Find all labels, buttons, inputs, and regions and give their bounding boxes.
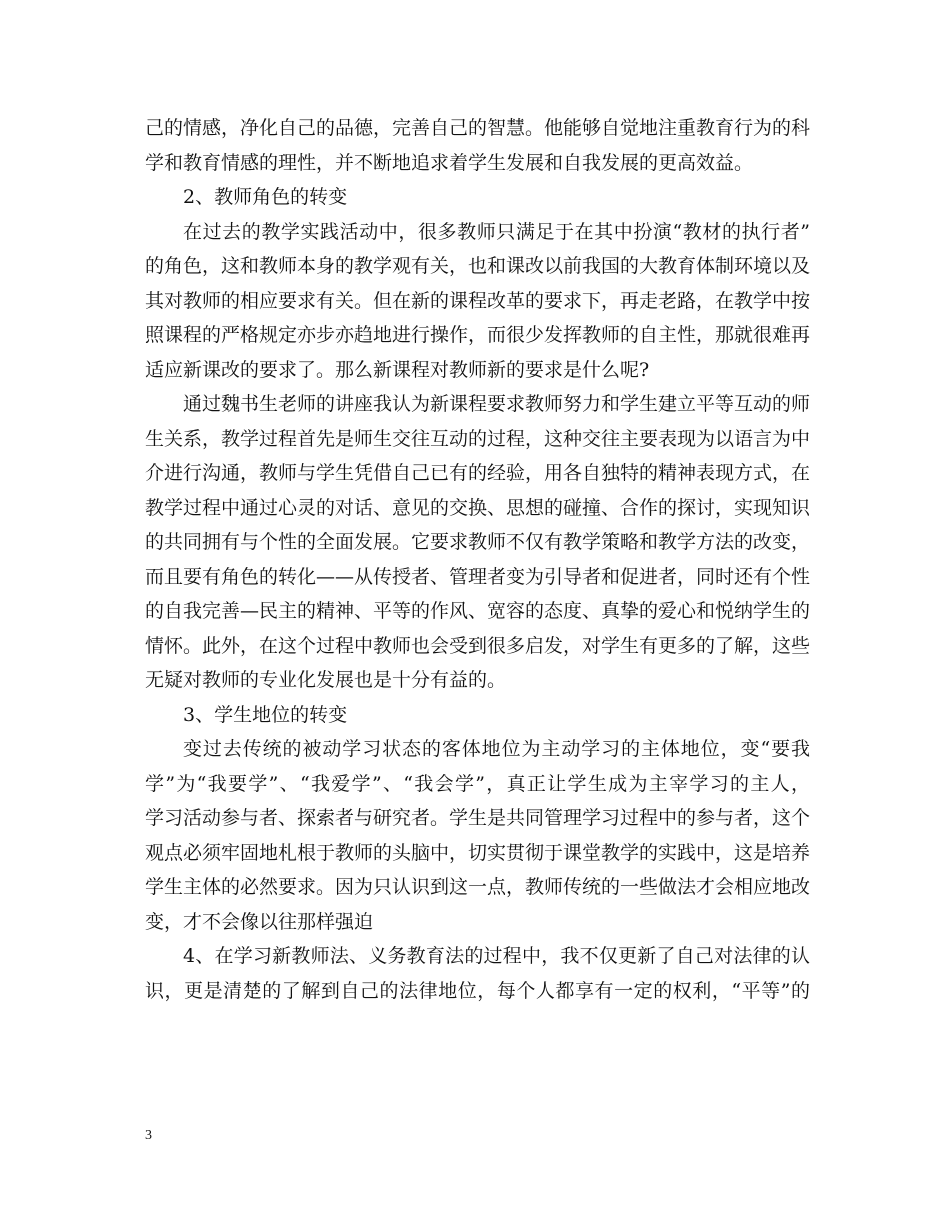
text-line: 识，更是清楚的了解到自己的法律地位，每个人都享有一定的权利，“平等”的 — [145, 979, 810, 1002]
text-line: 学和教育情感的理性，并不断地追求着学生发展和自我发展的更高效益。 — [145, 151, 754, 174]
text-line: 生关系，教学过程首先是师生交往互动的过程，这种交往主要表现为以语言为中 — [145, 427, 811, 450]
text-line: 情怀。此外，在这个过程中教师也会受到很多启发，对学生有更多的了解，这些 — [145, 634, 811, 657]
page-number: 3 — [145, 1128, 152, 1143]
text-line: 教学过程中通过心灵的对话、意见的交换、思想的碰撞、合作的探讨，实现知识 — [145, 496, 811, 519]
body-text — [145, 111, 810, 1008]
text-line: 在过去的教学实践活动中，很多教师只满足于在其中扮演“教材的执行者” — [183, 220, 810, 243]
text-line: 的自我完善—民主的精神、平等的作风、宽容的态度、真挚的爱心和悦纳学生的 — [145, 600, 811, 622]
section-heading: 2、教师角色的转变 — [183, 186, 348, 208]
text-line: 4、在学习新教师法、义务教育法的过程中，我不仅更新了自己对法律的认 — [183, 945, 810, 967]
text-line: 己的情感，净化自己的品德，完善自己的智慧。他能够自觉地注重教育行为的科 — [145, 117, 811, 139]
text-line: 适应新课改的要求了。那么新课程对教师新的要求是什么呢? — [145, 358, 650, 381]
text-line: 学习活动参与者、探索者与研究者。学生是共同管理学习过程中的参与者，这个 — [145, 807, 811, 829]
text-line: 的角色，这和教师本身的教学观有关，也和课改以前我国的大教育体制环境以及 — [145, 255, 811, 277]
text-line: 无疑对教师的专业化发展也是十分有益的。 — [145, 669, 507, 691]
text-line: 的共同拥有与个性的全面发展。它要求教师不仅有教学策略和教学方法的改变， — [145, 531, 811, 553]
text-line: 变，才不会像以往那样强迫 — [145, 910, 374, 933]
text-line: 而且要有角色的转化——从传授者、管理者变为引导者和促进者，同时还有个性 — [145, 565, 811, 588]
text-line: 变过去传统的被动学习状态的客体地位为主动学习的主体地位，变“要我 — [183, 738, 810, 760]
text-line: 介进行沟通，教师与学生凭借自己已有的经验，用各自独特的精神表现方式，在 — [145, 462, 811, 484]
text-line: 学”为“我要学”、“我爱学”、“我会学”，真正让学生成为主宰学习的主人， — [145, 772, 810, 795]
text-line: 其对教师的相应要求有关。但在新的课程改革的要求下，再走老路，在教学中按 — [145, 289, 811, 312]
text-line: 照课程的严格规定亦步亦趋地进行操作，而很少发挥教师的自主性，那就很难再 — [145, 324, 811, 346]
section-heading: 3、学生地位的转变 — [183, 703, 348, 726]
text-line: 学生主体的必然要求。因为只认识到这一点，教师传统的一些做法才会相应地改 — [145, 876, 811, 898]
text-line: 通过魏书生老师的讲座我认为新课程要求教师努力和学生建立平等互动的师 — [183, 393, 811, 415]
text-line: 观点必须牢固地札根于教师的头脑中，切实贯彻于课堂教学的实践中，这是培养 — [145, 841, 811, 864]
